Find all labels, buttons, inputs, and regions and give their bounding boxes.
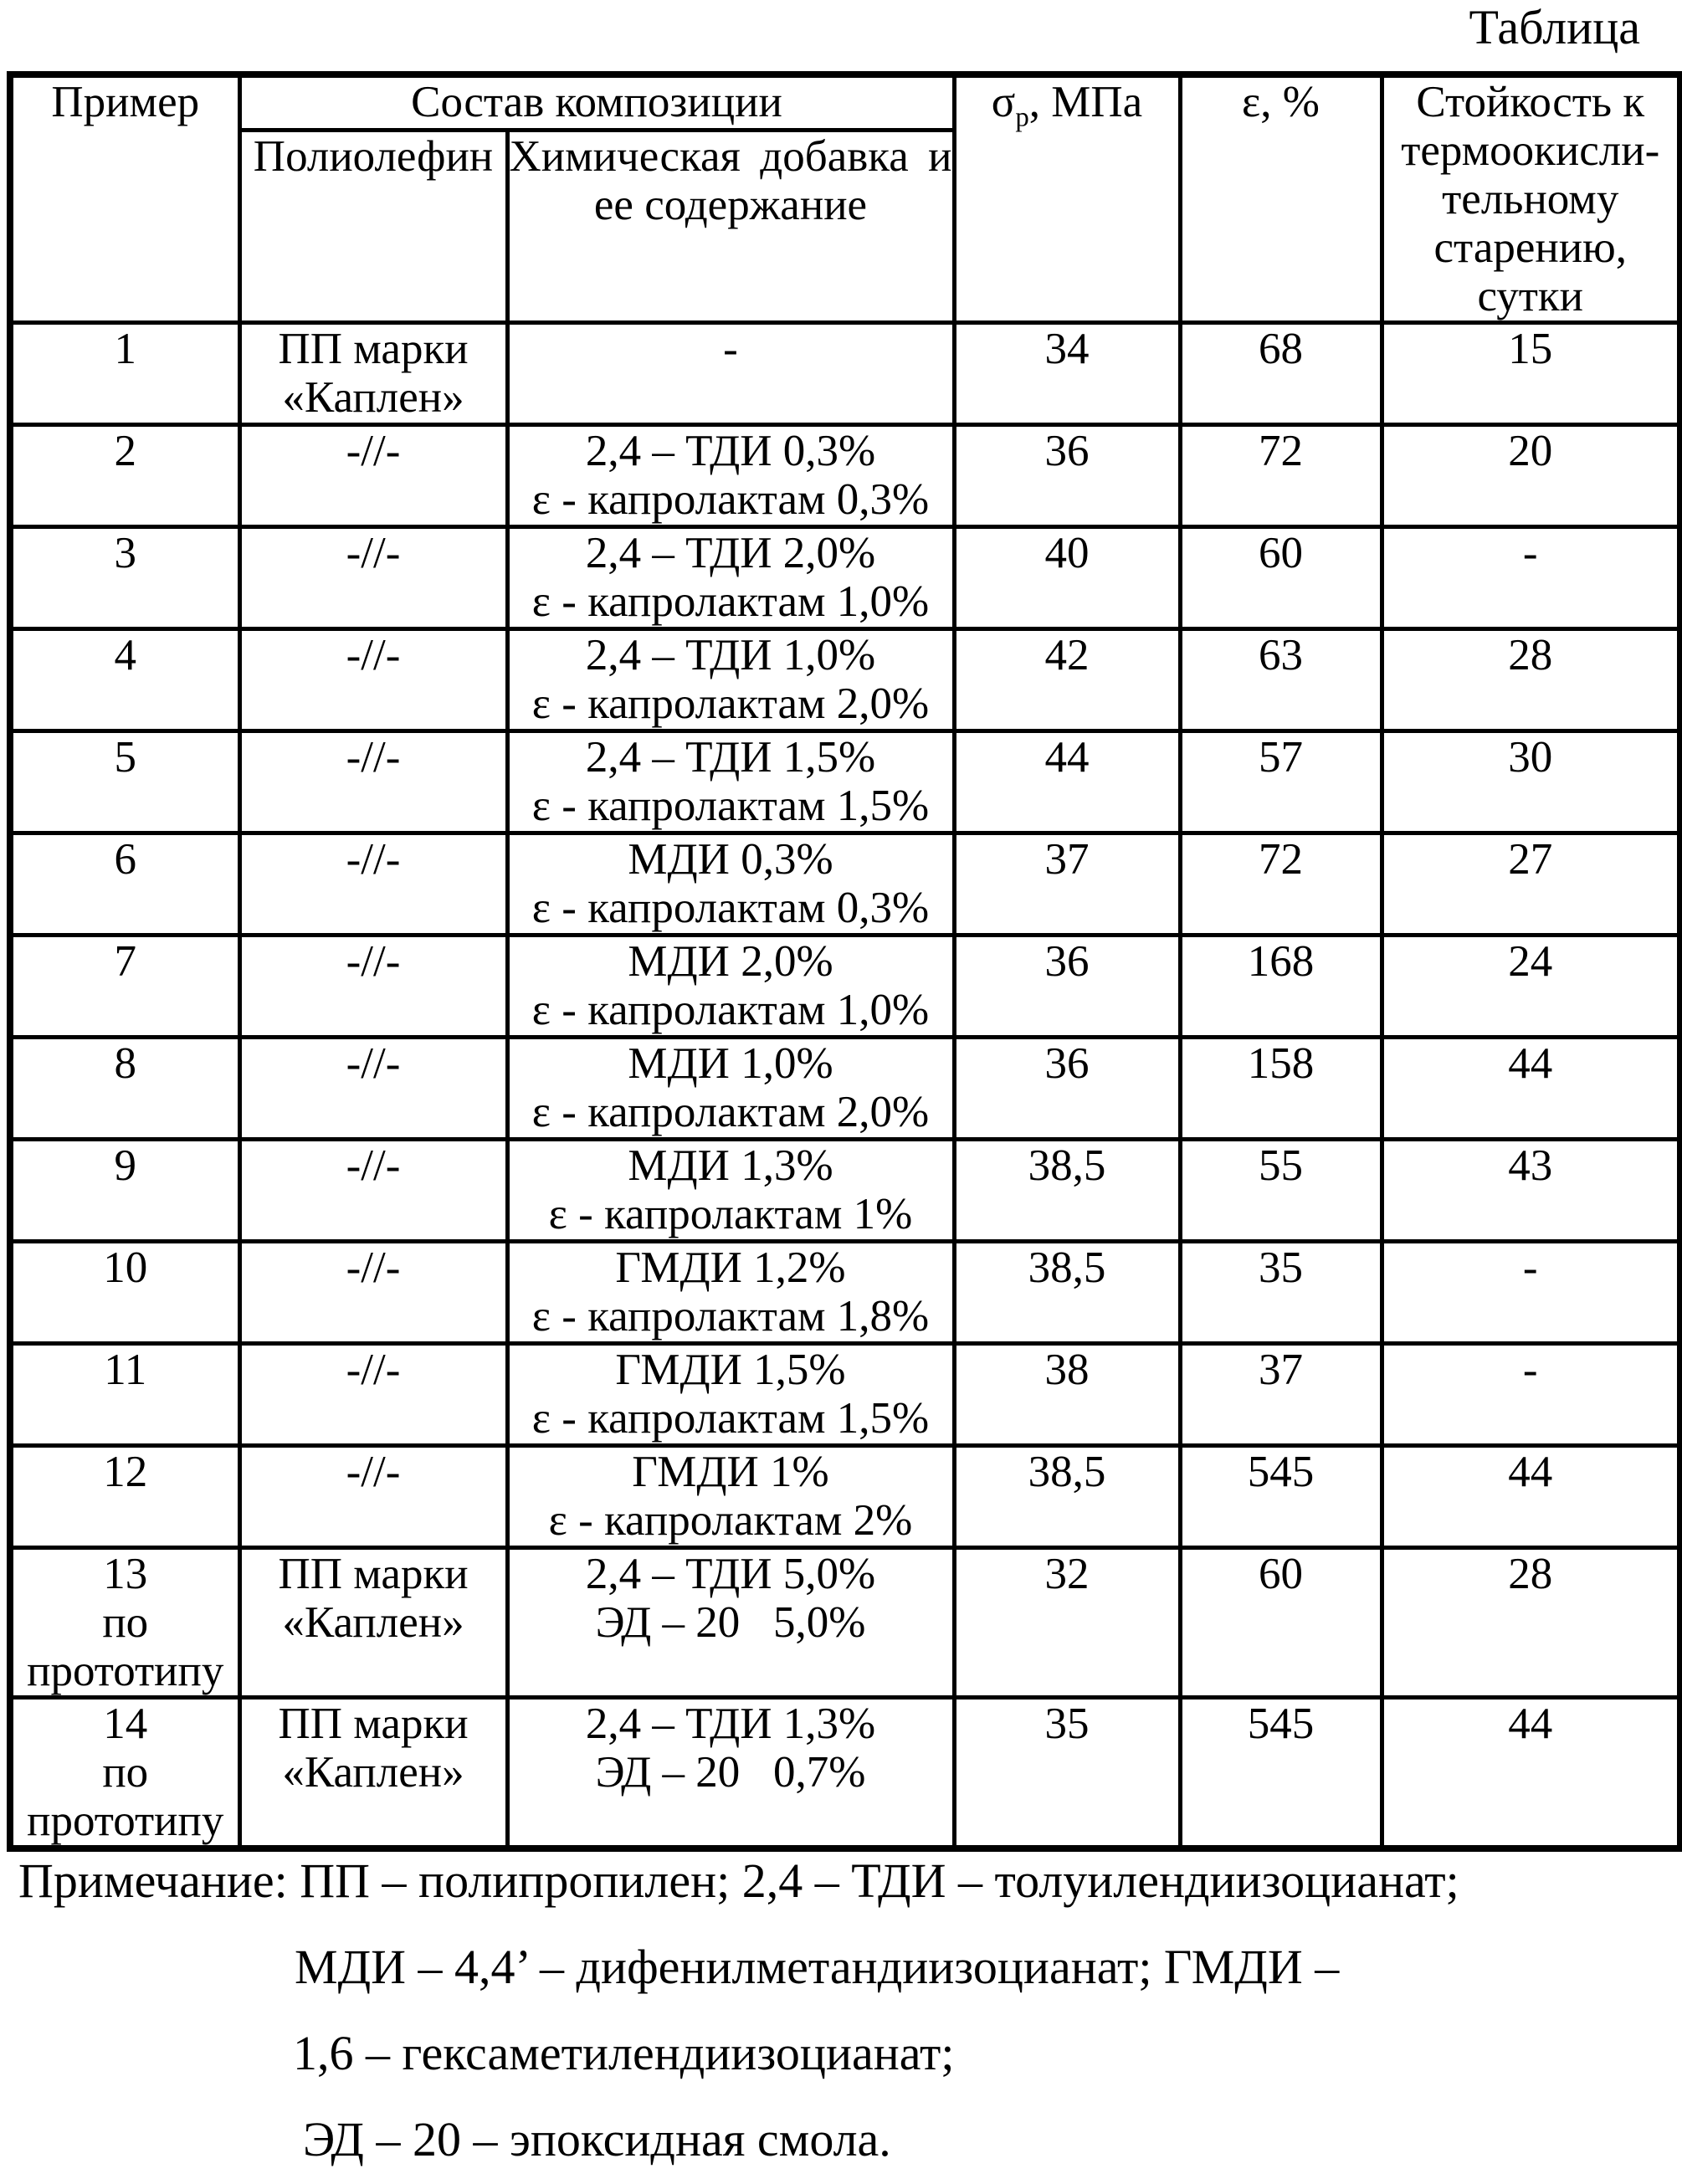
- table-row-13: [10, 1548, 1680, 1698]
- additive-line: ГМДИ 1%: [632, 1448, 829, 1496]
- cell-epsilon: 545: [1180, 1446, 1382, 1548]
- example-line: по: [102, 1598, 149, 1647]
- cell-resistance: 27: [1382, 833, 1680, 936]
- additive-line: ε - капролактам 0,3%: [531, 475, 930, 524]
- header-resistance-line: старению,: [1433, 223, 1627, 272]
- cell-polyolefin: -//-: [239, 629, 507, 731]
- cell-resistance: -: [1382, 527, 1680, 629]
- cell-resistance: -: [1382, 1242, 1680, 1344]
- polyolefin-line: ПП марки: [278, 1550, 469, 1598]
- cell-polyolefin: -//-: [239, 833, 507, 936]
- cell-polyolefin: -//-: [239, 1446, 507, 1548]
- additive-line: ε - капролактам 2,0%: [531, 679, 930, 728]
- cell-example: 7: [10, 936, 239, 1038]
- table-row-11: [10, 1344, 1680, 1446]
- sigma-subscript: р: [1015, 102, 1029, 133]
- cell-sigma: 38: [954, 1344, 1180, 1446]
- cell-resistance: 15: [1382, 323, 1680, 425]
- cell-example: 6: [10, 833, 239, 936]
- polyolefin-line: ПП марки: [278, 325, 469, 373]
- footnote-line: ЭД – 20 – эпоксидная смола.: [303, 2112, 891, 2166]
- cell-example: [10, 1698, 239, 1849]
- cell-epsilon: 545: [1180, 1698, 1382, 1849]
- cell-example: 9: [10, 1140, 239, 1242]
- header-composition-group: Состав композиции: [239, 74, 954, 130]
- additive-line: ε - капролактам 1,0%: [531, 577, 930, 626]
- cell-epsilon: 68: [1180, 323, 1382, 425]
- header-resistance: [1382, 74, 1680, 323]
- cell-example: 10: [10, 1242, 239, 1344]
- table-header: [10, 74, 1680, 323]
- header-resistance-line: термоокисли-: [1401, 126, 1660, 175]
- cell-sigma: 32: [954, 1548, 1180, 1698]
- cell-polyolefin: -//-: [239, 1242, 507, 1344]
- sigma-unit: , МПа: [1028, 78, 1143, 126]
- cell-additive: [507, 1698, 954, 1849]
- footnote-line: Примечание: ПП – полипропилен; 2,4 – ТДИ – толуилендиизоцианат;: [18, 1853, 1459, 1908]
- cell-example: [10, 1548, 239, 1698]
- additive-line: ε - капролактам 0,3%: [531, 884, 930, 932]
- cell-epsilon: 55: [1180, 1140, 1382, 1242]
- cell-example: 2: [10, 425, 239, 527]
- table-row-7: [10, 936, 1680, 1038]
- additive-line: 2,4 – ТДИ 1,5%: [585, 733, 876, 782]
- cell-sigma: 44: [954, 731, 1180, 833]
- additive-line: ГМДИ 1,5%: [615, 1346, 846, 1394]
- cell-sigma: 34: [954, 323, 1180, 425]
- additive-line: МДИ 1,0%: [628, 1039, 833, 1088]
- additive-line: МДИ 1,3%: [628, 1141, 833, 1190]
- cell-example: 3: [10, 527, 239, 629]
- cell-sigma: 36: [954, 1038, 1180, 1140]
- additive-line: ЭД – 20 5,0%: [595, 1598, 866, 1647]
- cell-sigma: 42: [954, 629, 1180, 731]
- polyolefin-line: ПП марки: [278, 1700, 469, 1748]
- header-polyolefin: Полиолефин: [239, 130, 507, 322]
- header-additive-line: Химическая добавка и: [509, 131, 952, 181]
- cell-example: 4: [10, 629, 239, 731]
- cell-resistance: 30: [1382, 731, 1680, 833]
- polyolefin-line: «Каплен»: [282, 1748, 464, 1797]
- additive-line: 2,4 – ТДИ 5,0%: [585, 1550, 876, 1598]
- cell-polyolefin: -//-: [239, 1140, 507, 1242]
- cell-additive: -: [507, 323, 954, 425]
- header-sigma: [954, 74, 1180, 323]
- cell-additive: [507, 1242, 954, 1344]
- cell-example: 11: [10, 1344, 239, 1446]
- cell-resistance: 28: [1382, 1548, 1680, 1698]
- cell-epsilon: 37: [1180, 1344, 1382, 1446]
- additive-line: ГМДИ 1,2%: [615, 1243, 846, 1292]
- cell-epsilon: 158: [1180, 1038, 1382, 1140]
- header-resistance-line: сутки: [1477, 272, 1584, 320]
- cell-sigma: 36: [954, 425, 1180, 527]
- cell-polyolefin: -//-: [239, 1344, 507, 1446]
- example-line: 13: [103, 1550, 148, 1598]
- cell-sigma: 35: [954, 1698, 1180, 1849]
- example-line: прототипу: [27, 1797, 224, 1845]
- cell-additive: [507, 833, 954, 936]
- additive-line: 2,4 – ТДИ 1,0%: [585, 631, 876, 679]
- additive-line: ε - капролактам 2,0%: [531, 1088, 930, 1136]
- polyolefin-line: «Каплен»: [282, 1598, 464, 1647]
- cell-polyolefin: [239, 1548, 507, 1698]
- data-table: [7, 71, 1682, 1852]
- cell-sigma: 40: [954, 527, 1180, 629]
- header-epsilon: ε, %: [1180, 74, 1382, 323]
- cell-additive: [507, 629, 954, 731]
- cell-sigma: 38,5: [954, 1140, 1180, 1242]
- cell-example: 12: [10, 1446, 239, 1548]
- table-row-5: [10, 731, 1680, 833]
- header-row-group: [10, 74, 1680, 130]
- additive-line: 2,4 – ТДИ 2,0%: [585, 529, 876, 577]
- sigma-symbol: σ: [991, 78, 1016, 126]
- cell-epsilon: 35: [1180, 1242, 1382, 1344]
- cell-epsilon: 72: [1180, 833, 1382, 936]
- cell-example: 5: [10, 731, 239, 833]
- cell-additive: [507, 731, 954, 833]
- footnote-line: МДИ – 4,4’ – дифенилметандиизоцианат; ГМДИ –: [295, 1940, 1340, 1994]
- additive-line: МДИ 0,3%: [628, 835, 833, 884]
- additive-line: МДИ 2,0%: [628, 937, 833, 986]
- cell-additive: [507, 1140, 954, 1242]
- additive-line: 2,4 – ТДИ 0,3%: [585, 427, 876, 475]
- cell-sigma: 37: [954, 833, 1180, 936]
- table-row-3: [10, 527, 1680, 629]
- cell-polyolefin: -//-: [239, 527, 507, 629]
- table-row-4: [10, 629, 1680, 731]
- cell-additive: [507, 936, 954, 1038]
- cell-polyolefin: [239, 323, 507, 425]
- cell-additive: [507, 425, 954, 527]
- cell-polyolefin: -//-: [239, 936, 507, 1038]
- footnote-line: 1,6 – гексаметилендиизоцианат;: [293, 2026, 955, 2080]
- polyolefin-line: «Каплен»: [282, 373, 464, 422]
- cell-epsilon: 57: [1180, 731, 1382, 833]
- example-line: по: [102, 1748, 149, 1797]
- additive-line: ε - капролактам 1,8%: [531, 1292, 930, 1341]
- table-body: [10, 323, 1680, 1849]
- cell-example: 1: [10, 323, 239, 425]
- cell-additive: [507, 1038, 954, 1140]
- additive-line: 2,4 – ТДИ 1,3%: [585, 1700, 876, 1748]
- header-example: Пример: [10, 74, 239, 323]
- example-line: прототипу: [27, 1647, 224, 1695]
- cell-polyolefin: [239, 1698, 507, 1849]
- cell-epsilon: 60: [1180, 527, 1382, 629]
- header-resistance-line: тельному: [1442, 175, 1619, 223]
- cell-resistance: -: [1382, 1344, 1680, 1446]
- cell-resistance: 20: [1382, 425, 1680, 527]
- table-row-8: [10, 1038, 1680, 1140]
- example-line: 14: [103, 1700, 148, 1748]
- cell-polyolefin: -//-: [239, 425, 507, 527]
- cell-epsilon: 63: [1180, 629, 1382, 731]
- additive-line: ε - капролактам 2%: [548, 1496, 913, 1545]
- table-row-10: [10, 1242, 1680, 1344]
- cell-polyolefin: -//-: [239, 1038, 507, 1140]
- cell-epsilon: 72: [1180, 425, 1382, 527]
- additive-line: ε - капролактам 1,5%: [531, 782, 930, 830]
- additive-line: ε - капролактам 1,0%: [531, 986, 930, 1034]
- cell-resistance: 44: [1382, 1038, 1680, 1140]
- table-row-12: [10, 1446, 1680, 1548]
- cell-additive: [507, 1344, 954, 1446]
- cell-resistance: 24: [1382, 936, 1680, 1038]
- header-additive: [507, 130, 954, 322]
- cell-additive: [507, 527, 954, 629]
- table-row-9: [10, 1140, 1680, 1242]
- cell-resistance: 43: [1382, 1140, 1680, 1242]
- additive-line: ε - капролактам 1%: [548, 1190, 913, 1238]
- cell-resistance: 28: [1382, 629, 1680, 731]
- cell-additive: [507, 1548, 954, 1698]
- additive-line: ЭД – 20 0,7%: [595, 1748, 866, 1797]
- table-row-1: [10, 323, 1680, 425]
- table-row-6: [10, 833, 1680, 936]
- cell-resistance: 44: [1382, 1698, 1680, 1849]
- table-row-2: [10, 425, 1680, 527]
- header-additive-line: ее содержание: [593, 180, 868, 229]
- cell-example: 8: [10, 1038, 239, 1140]
- cell-additive: [507, 1446, 954, 1548]
- table-row-14: [10, 1698, 1680, 1849]
- cell-polyolefin: -//-: [239, 731, 507, 833]
- cell-sigma: 38,5: [954, 1446, 1180, 1548]
- header-resistance-line: Стойкость к: [1416, 78, 1645, 126]
- cell-resistance: 44: [1382, 1446, 1680, 1548]
- additive-line: ε - капролактам 1,5%: [531, 1394, 930, 1443]
- cell-epsilon: 168: [1180, 936, 1382, 1038]
- cell-epsilon: 60: [1180, 1548, 1382, 1698]
- cell-sigma: 36: [954, 936, 1180, 1038]
- cell-sigma: 38,5: [954, 1242, 1180, 1344]
- table-caption: Таблица: [1469, 0, 1640, 54]
